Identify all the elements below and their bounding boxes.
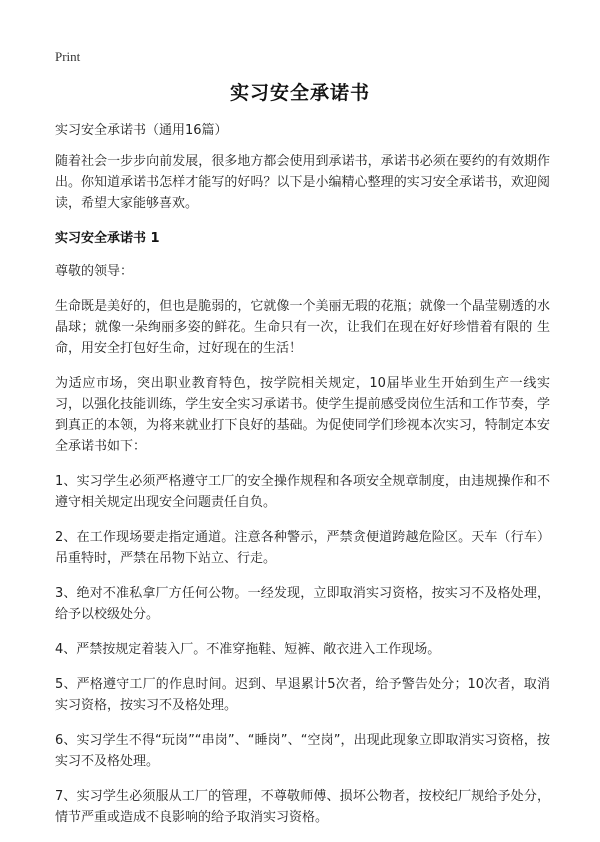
document-body xyxy=(55,120,550,842)
rule-item: 5、严格遵守工厂的作息时间。迟到、早退累计5次者，给予警告处分；10次者，取消实习资格，按实习不及格处理。 xyxy=(55,677,550,713)
body-paragraph: 为适应市场，突出职业教育特色，按学院相关规定，10届毕业生开始到生产一线实习，以强化技能训练，学生安全实习承诺书。使学生提前感受岗位生活和工作节奏，学到真正的本领，为将来就业打下良好的基础。为促使同学们珍视本次实习，特制定本安全承诺书如下： xyxy=(55,376,550,454)
rule-item: 4、严禁按规定着装入厂。不准穿拖鞋、短裤、敞衣进入工作现场。 xyxy=(55,642,441,657)
rule-item: 1、实习学生必须严格遵守工厂的安全操作规程和各项安全规章制度，由违规操作和不遵守相关规定出现安全问题责任自负。 xyxy=(55,474,550,510)
intro-paragraph: 随着社会一步步向前发展，很多地方都会使用到承诺书，承诺书必须在要约的有效期作出。你知道承诺书怎样才能写的好吗？以下是小编精心整理的实习安全承诺书，欢迎阅读，希望大家能够喜欢。 xyxy=(55,154,550,211)
section-heading: 实习安全承诺书 1 xyxy=(55,231,160,246)
rule-item: 3、绝对不准私拿厂方任何公物。一经发现，立即取消实习资格，按实习不及格处理，给予以校级处分。 xyxy=(55,586,550,622)
rule-item: 7、实习学生必须服从工厂的管理，不尊敬师傅、损坏公物者，按校纪厂规给予处分，情节严重或造成不良影响的给予取消实习资格。 xyxy=(55,789,550,825)
print-link[interactable]: Print xyxy=(55,49,81,64)
rule-item: 2、在工作现场要走指定通道。注意各种警示，严禁贪便道跨越危险区。天车（行车）吊重特时，严禁在吊物下站立、行走。 xyxy=(55,530,550,566)
body-paragraph: 生命既是美好的，但也是脆弱的，它就像一个美丽无瑕的花瓶；就像一个晶莹剔透的水晶球；就像一朵绚丽多姿的鲜花。生命只有一次，让我们在现在好好珍惜着有限的 生命，用安全打包好生命，过好现在的生活！ xyxy=(55,299,550,356)
rule-item: 6、实习学生不得“玩岗”“串岗”、“睡岗”、“空岗”，出现此现象立即取消实习资格，按实习不及格处理。 xyxy=(55,733,550,769)
document-subtitle: 实习安全承诺书（通用16篇） xyxy=(55,123,228,138)
salutation: 尊敬的领导： xyxy=(55,264,134,279)
page-title: 实习安全承诺书 xyxy=(229,82,370,104)
